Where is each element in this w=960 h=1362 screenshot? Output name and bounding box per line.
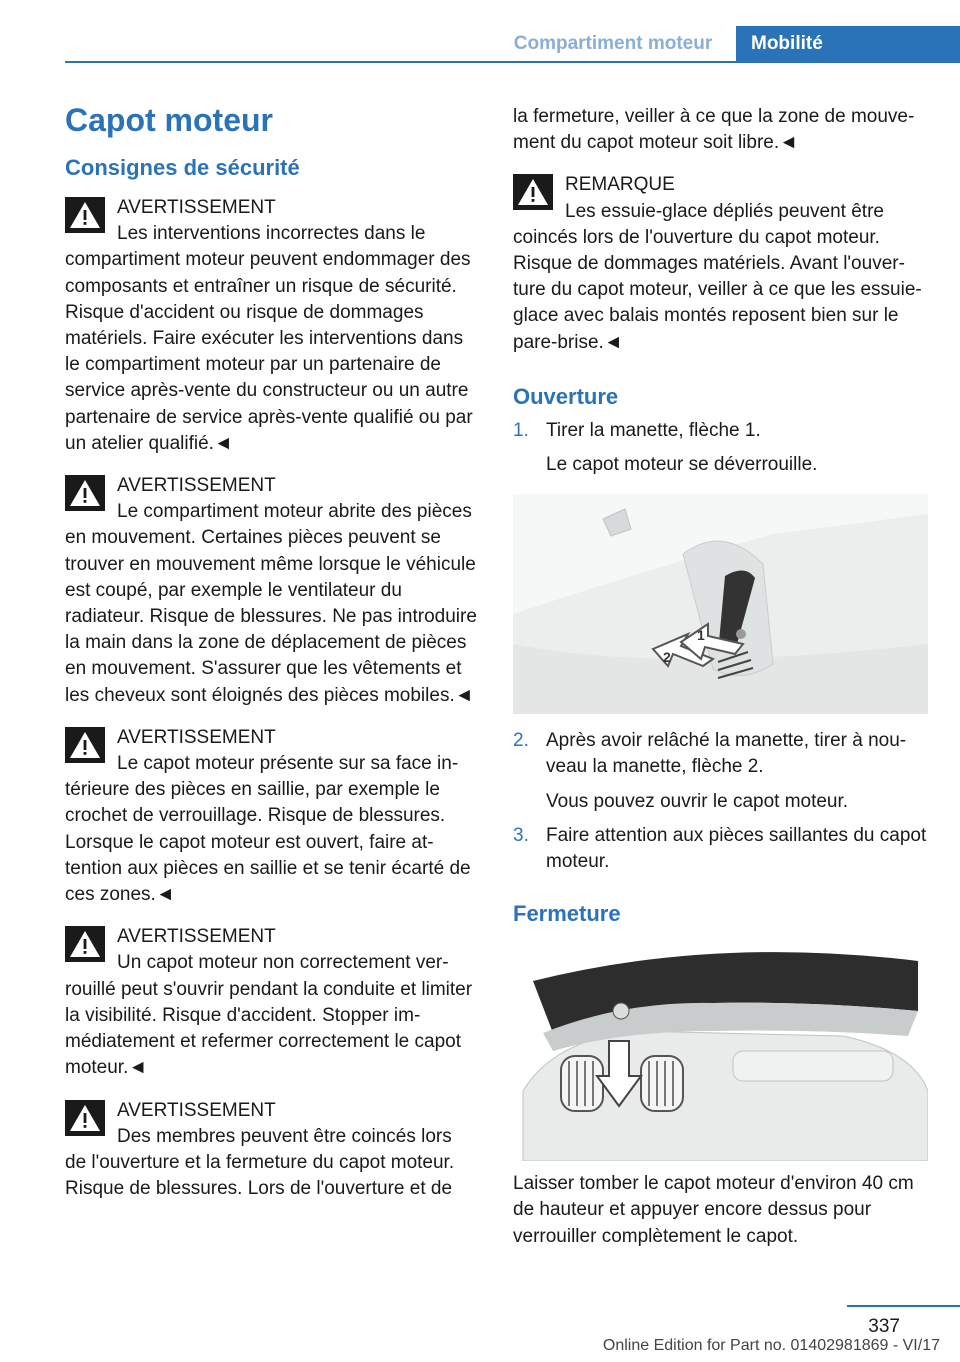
warning-text: Le compartiment moteur abrite des pièces en mouvement. Certaines pièces peuvent se trouver en mouvement même lorsque le véhicule est coupé, par exemple le ventilateur du radiateur. Risque de blessures. Ne pas introduire la main dans la zone de déplacement de pièces en mouvement. S'assurer que les vêtements et les cheveux sont éloignés des pièces mobiles.◄ xyxy=(65,501,477,706)
warning-triangle-icon xyxy=(513,174,553,210)
hood-closing-illustration xyxy=(513,941,928,1161)
header-chapter-tab: Mobilité xyxy=(736,26,960,61)
warning-text: Le capot moteur présente sur sa face intérieure des pièces en saillie, par exemple le crochet de verrouillage. Risque de blessures. Lorsque le capot moteur est ouvert, faire attention aux pièces en saillie et se tenir écarté de ces zones.◄ xyxy=(65,753,471,906)
hood-release-lever-image xyxy=(513,494,928,714)
figure-label-2: 2 xyxy=(663,649,671,666)
notice-label: REMARQUE xyxy=(565,174,675,196)
warning-block-5 xyxy=(65,1098,477,1203)
notice-block xyxy=(513,172,928,355)
warning-label: AVERTISSEMENT xyxy=(117,1099,276,1121)
warning-triangle-icon xyxy=(65,197,105,233)
list-item xyxy=(513,728,928,815)
warning-continuation: la fermeture, veiller à ce que la zone de mouvement du capot moteur soit libre.◄ xyxy=(513,106,915,154)
safety-heading: Consignes de sécurité xyxy=(65,155,300,180)
warning-block-2 xyxy=(65,473,477,709)
warning-text: Des membres peuvent être coincés lors de l'ouverture et la fermeture du capot moteur. Risque de blessures. Lors de l'ouverture et de xyxy=(65,1125,455,1200)
header-rule xyxy=(65,61,960,63)
warning-block-1 xyxy=(65,195,477,457)
step-number: 3. xyxy=(513,824,529,846)
left-column xyxy=(65,95,477,1202)
closing-heading: Fermeture xyxy=(513,901,621,927)
warning-triangle-icon xyxy=(65,926,105,962)
warning-triangle-icon xyxy=(65,475,105,511)
page-number: 337 xyxy=(868,1316,900,1337)
step-text: Faire attention aux pièces saillantes du capot moteur. xyxy=(546,824,927,873)
hood-release-illustration xyxy=(513,494,928,714)
right-column xyxy=(513,95,928,1250)
warning-block-3 xyxy=(65,725,477,908)
figure-label-1: 1 xyxy=(697,627,705,644)
closing-text: Laisser tomber le capot moteur d'environ 40 cm de hauteur et appuyer encore dessus pour verrouiller complètement le capot. xyxy=(513,1173,914,1247)
step-subtext: Vous pouvez ouvrir le capot moteur. xyxy=(546,790,849,812)
opening-steps-part1 xyxy=(513,418,928,478)
opening-heading: Ouverture xyxy=(513,383,619,409)
step-number: 1. xyxy=(513,419,529,441)
notice-text: Les essuie-glace dépliés peuvent être coincés lors de l'ouverture du capot moteur. Risque de dommages matériels. Avant l'ouverture du capot moteur, veiller à ce que les essuie-glace avec balais montés reposent bien sur le pare-brise.◄ xyxy=(513,200,922,353)
warning-triangle-icon xyxy=(65,727,105,763)
step-text: Tirer la manette, flèche 1. xyxy=(546,419,761,441)
warning-text: Un capot moteur non correctement verrouillé peut s'ouvrir pendant la conduite et limiter la visibilité. Risque d'accident. Stopper immédiatement et refermer correctement le capot moteur.◄ xyxy=(65,952,473,1079)
warning-block-4 xyxy=(65,924,477,1081)
step-subtext: Le capot moteur se déverrouille. xyxy=(546,454,818,476)
opening-steps-part2 xyxy=(513,728,928,875)
list-item xyxy=(513,823,928,875)
step-number: 2. xyxy=(513,730,529,752)
warning-text: Les interventions incorrectes dans le compartiment moteur peuvent endommager des composants et entraîner un risque de sécurité. Risque d'accident ou risque de dommages matériels. Faire exécuter les interventions dans le compartiment moteur par un partenaire de service après-vente du constructeur ou un autre partenaire de service après-vente qualifié ou par un atelier qualifié.◄ xyxy=(65,223,473,454)
warning-triangle-icon xyxy=(65,1100,105,1136)
header-section-tab: Compartiment moteur xyxy=(513,33,713,54)
footer-edition: Online Edition for Part no. 01402981869 - VI/17 xyxy=(602,1337,940,1354)
warning-label: AVERTISSEMENT xyxy=(117,197,276,218)
list-item xyxy=(513,418,928,478)
footer-rule xyxy=(847,1305,960,1307)
hood-closing-image xyxy=(513,941,928,1161)
page-title: Capot moteur xyxy=(65,102,273,138)
warning-label: AVERTISSEMENT xyxy=(117,726,276,748)
warning-label: AVERTISSEMENT xyxy=(117,475,276,497)
step-text: Après avoir relâché la manette, tirer à nouveau la manette, flèche 2. xyxy=(546,730,907,778)
warning-label: AVERTISSEMENT xyxy=(117,926,276,948)
